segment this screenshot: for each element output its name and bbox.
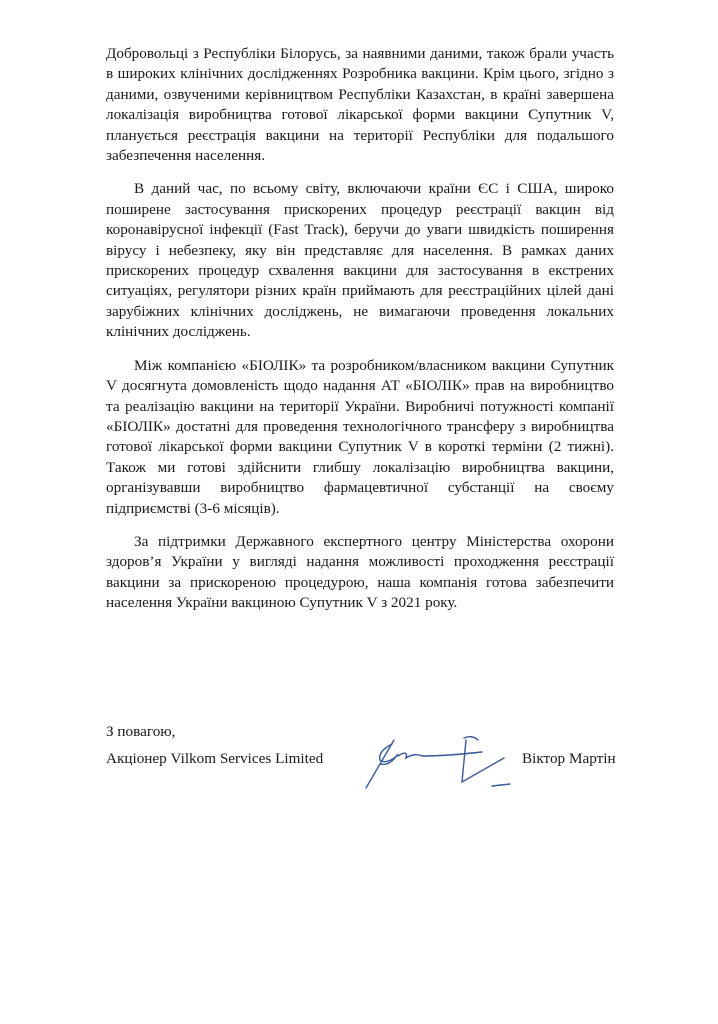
- signature-icon: [364, 730, 514, 792]
- paragraph-3: Між компанією «БІОЛІК» та розробником/власником вакцини Супутник V досягнута домовленість щодо надання АТ «БІОЛІК» прав на виробництво та реалізацію вакцини на території України. Виробничі потужності компанії «БІОЛІК» достатні для проведення технологічного трансферу з виробництва готової лікарської форми вакцини Супутник V в короткі терміни (2 тижні). Також ми готові здійснити глибшу локалізацію виробництва вакцини, організувавши виробництво фармацевтичної субстанції на своєму підприємстві (3-6 місяців).: [106, 356, 614, 517]
- signature-line: [106, 750, 666, 800]
- paragraph-4: За підтримки Державного експертного центру Міністерства охорони здоров’я України у вигляді надання можливості проходження реєстрації вакцини за прискореною процедурою, наша компанія готова забезпечити населення України вакциною Супутник V з 2021 року.: [106, 532, 614, 612]
- paragraph-2: В даний час, по всьому світу, включаючи країни ЄС і США, широко поширене застосування прискорених процедур реєстрації вакцин від коронавірусної інфекції (Fast Track), беручи до уваги швидкість поширення вірусу і небезпеку, яку він представляє для населення. В рамках даних прискорених процедур схвалення вакцини для застосування в екстрених ситуаціях, регулятори різних країн приймають для реєстраційних цілей дані зарубіжних клінічних досліджень, не вимагаючи проведення локальних клінічних досліджень.: [106, 180, 614, 341]
- signer-name: Віктор Мартін: [522, 750, 616, 767]
- closing-salutation: З повагою,: [106, 723, 176, 740]
- paragraph-1: Добровольці з Республіки Білорусь, за наявними даними, також брали участь в широких клінічних дослідженнях Розробника вакцини. Крім цього, згідно з даними, озвученими керівництвом Республіки Казахстан, в країні завершена локалізація виробництва готової лікарської форми вакцини Супутник V, планується реєстрація вакцини на території Республіки для подальшого забезпечення населення.: [106, 45, 614, 165]
- letter-body: [106, 44, 614, 627]
- signer-role: Акціонер Vilkom Services Limited: [106, 750, 324, 767]
